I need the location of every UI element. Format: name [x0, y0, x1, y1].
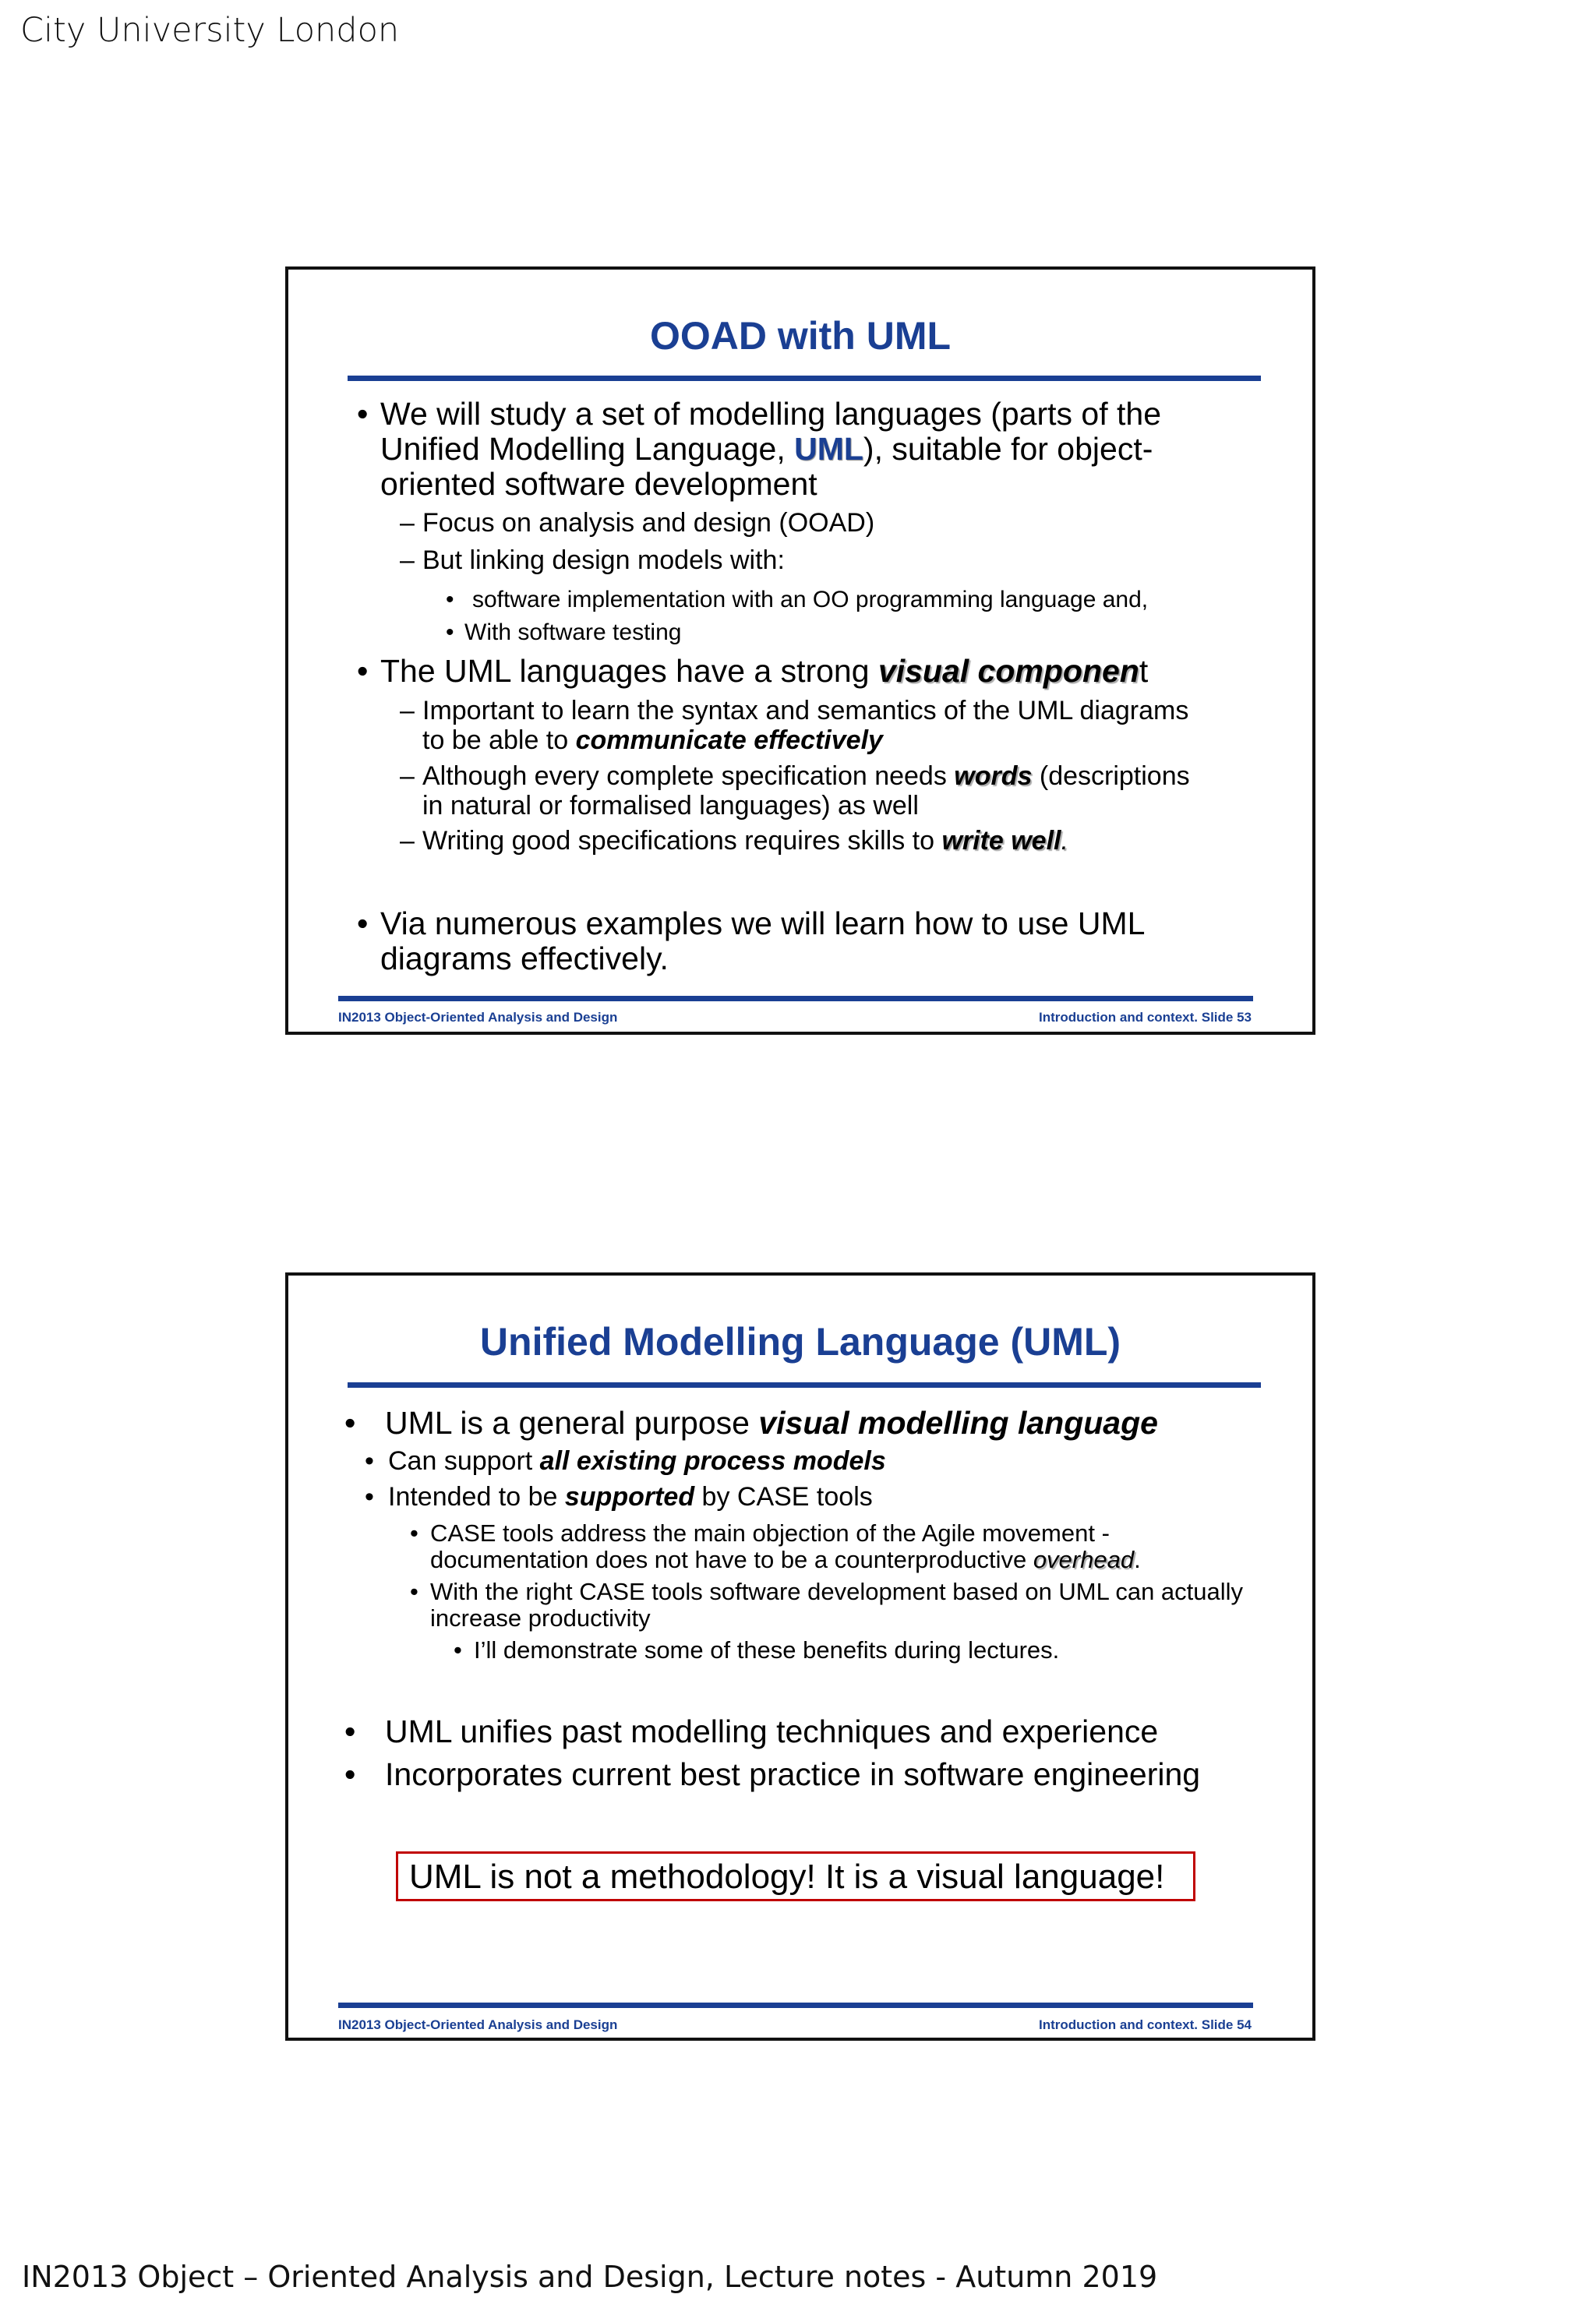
title-divider: [348, 1382, 1261, 1388]
bullet-icon: •: [410, 1519, 418, 1547]
slide-footer-number: Introduction and context. Slide 54: [1039, 2017, 1252, 2032]
sub-sub-bullet-text: increase productivity: [430, 1604, 651, 1632]
sub-bullet-text: Writing good specifications requires skills to write well.: [422, 826, 1068, 856]
bullet-icon: •: [344, 1405, 356, 1441]
sub-bullet-text: in natural or formalised languages) as well: [422, 791, 919, 821]
bullet-icon: •: [344, 1713, 356, 1749]
bullet-icon: •: [446, 587, 454, 612]
slide-54: [285, 1272, 1315, 2041]
bullet-icon: •: [365, 1446, 374, 1476]
slide-53: [285, 266, 1315, 1035]
sub-bullet-text: Important to learn the syntax and semantics of the UML diagrams: [422, 696, 1189, 725]
footer-divider: [338, 2003, 1253, 2008]
callout-box: [396, 1851, 1195, 1901]
sub-sub-bullet-text: documentation does not have to be a counterproductive overhead.: [430, 1546, 1141, 1573]
page-footer: IN2013 Object – Oriented Analysis and Design, Lecture notes - Autumn 2019: [22, 2260, 1158, 2294]
sub-sub-sub-bullet-text: I’ll demonstrate some of these benefits during lectures.: [474, 1636, 1060, 1664]
dash-icon: –: [400, 508, 415, 538]
slide-footer-number: Introduction and context. Slide 53: [1039, 1010, 1252, 1025]
sub-sub-bullet-text: CASE tools address the main objection of the Agile movement -: [430, 1519, 1110, 1547]
footer-divider: [338, 996, 1253, 1001]
uml-highlight: UML: [794, 431, 863, 467]
slide-title: Unified Modelling Language (UML): [479, 1320, 1121, 1364]
page-header: City University London: [20, 11, 400, 50]
bullet-icon: •: [357, 653, 369, 689]
dash-icon: –: [400, 696, 415, 725]
bullet-icon: •: [454, 1636, 462, 1664]
bullet-text: Via numerous examples we will learn how to use UML: [380, 905, 1146, 941]
sub-sub-bullet-text: With the right CASE tools software development based on UML can actually: [430, 1578, 1244, 1605]
sub-bullet-text: Intended to be supported by CASE tools: [388, 1482, 873, 1512]
slide-title: OOAD with UML: [649, 314, 952, 358]
sub-bullet-text: But linking design models with:: [422, 545, 785, 575]
bullet-icon: •: [357, 396, 369, 432]
title-divider: [348, 376, 1261, 381]
bullet-text: oriented software development: [380, 466, 817, 502]
dash-icon: –: [400, 545, 415, 575]
sub-bullet-text: Although every complete specification needs words (descriptions: [422, 761, 1190, 791]
bullet-text: Unified Modelling Language, UML), suitable for object-: [380, 431, 1153, 467]
slide-footer-course: IN2013 Object-Oriented Analysis and Design: [338, 2017, 618, 2032]
bullet-icon: •: [410, 1578, 418, 1605]
bullet-text: The UML languages have a strong visual component: [380, 653, 1149, 689]
bullet-text: diagrams effectively.: [380, 941, 669, 976]
bullet-text: UML is a general purpose visual modelling language: [385, 1405, 1158, 1441]
bullet-text: UML unifies past modelling techniques and experience: [385, 1713, 1159, 1749]
dash-icon: –: [400, 826, 415, 856]
dash-icon: –: [400, 761, 415, 791]
sub-sub-bullet-text: software implementation with an OO programming language and,: [472, 587, 1149, 612]
sub-bullet-text: Focus on analysis and design (OOAD): [422, 508, 875, 538]
bullet-text: Incorporates current best practice in software engineering: [385, 1756, 1201, 1792]
sub-bullet-text: Can support all existing process models: [388, 1446, 886, 1476]
sub-bullet-text: to be able to communicate effectively: [422, 725, 883, 755]
bullet-icon: •: [357, 905, 369, 941]
sub-sub-bullet-text: With software testing: [464, 619, 682, 645]
bullet-icon: •: [365, 1482, 374, 1512]
slide-footer-course: IN2013 Object-Oriented Analysis and Design: [338, 1010, 618, 1025]
callout-text: UML is not a methodology! It is a visual language!: [409, 1858, 1165, 1896]
bullet-icon: •: [446, 619, 454, 645]
bullet-icon: •: [344, 1756, 356, 1792]
bullet-text: We will study a set of modelling languages (parts of the: [380, 396, 1161, 432]
